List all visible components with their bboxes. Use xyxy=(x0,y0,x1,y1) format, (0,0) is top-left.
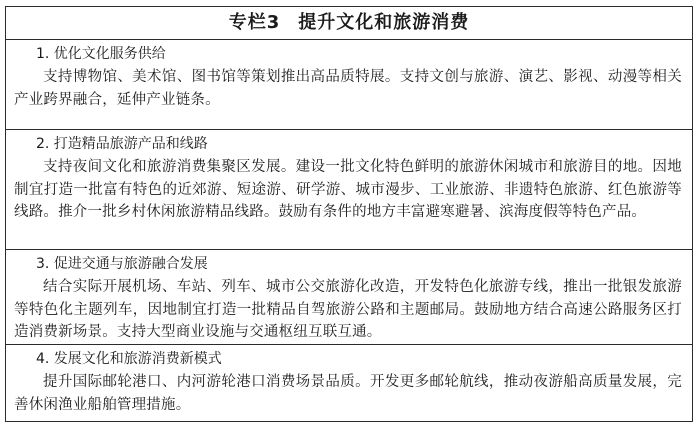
section-body: 提升国际邮轮港口、内河游轮港口消费场景品质。开发更多邮轮航线，推动夜游船高质量发展，完善休闲渔业船舶管理措施。 xyxy=(14,374,682,413)
section-heading: 1. 优化文化服务供给 xyxy=(36,46,166,62)
section-heading: 4. 发展文化和旅游消费新模式 xyxy=(36,351,222,367)
section-3 xyxy=(6,250,692,345)
box-title xyxy=(6,7,692,40)
section-1 xyxy=(6,40,692,130)
section-body: 结合实际开展机场、车站、列车、城市公交旅游化改造，开发特色化旅游专线，推出一批银发旅游等特色化主题列车，因地制宜打造一批精品自驾旅游公路和主题邮局。鼓励地方结合高速公路服务区打造消费新场景。支持大型商业设施与交通枢纽互联互通。 xyxy=(14,279,682,340)
section-body: 支持夜间文化和旅游消费集聚区发展。建设一批文化特色鲜明的旅游休闲城市和旅游目的地。因地制宜打造一批富有特色的近郊游、短途游、研学游、城市漫步、工业旅游、非遗特色旅游、红色旅游等线路。推介一批乡村休闲旅游精品线路。鼓励有条件的地方丰富避寒避暑、滨海度假等特色产品。 xyxy=(14,159,682,220)
section-4 xyxy=(6,345,692,421)
feature-box xyxy=(5,6,693,422)
section-2 xyxy=(6,130,692,250)
box-title-text: 提升文化和旅游消费 xyxy=(298,12,470,33)
section-heading: 3. 促进交通与旅游融合发展 xyxy=(36,256,208,272)
section-body: 支持博物馆、美术馆、图书馆等策划推出高品质特展。支持文创与旅游、演艺、影视、动漫等相关产业跨界融合，延伸产业链条。 xyxy=(14,69,682,108)
section-heading: 2. 打造精品旅游产品和线路 xyxy=(36,136,208,152)
box-title-number: 专栏3 xyxy=(228,12,281,33)
